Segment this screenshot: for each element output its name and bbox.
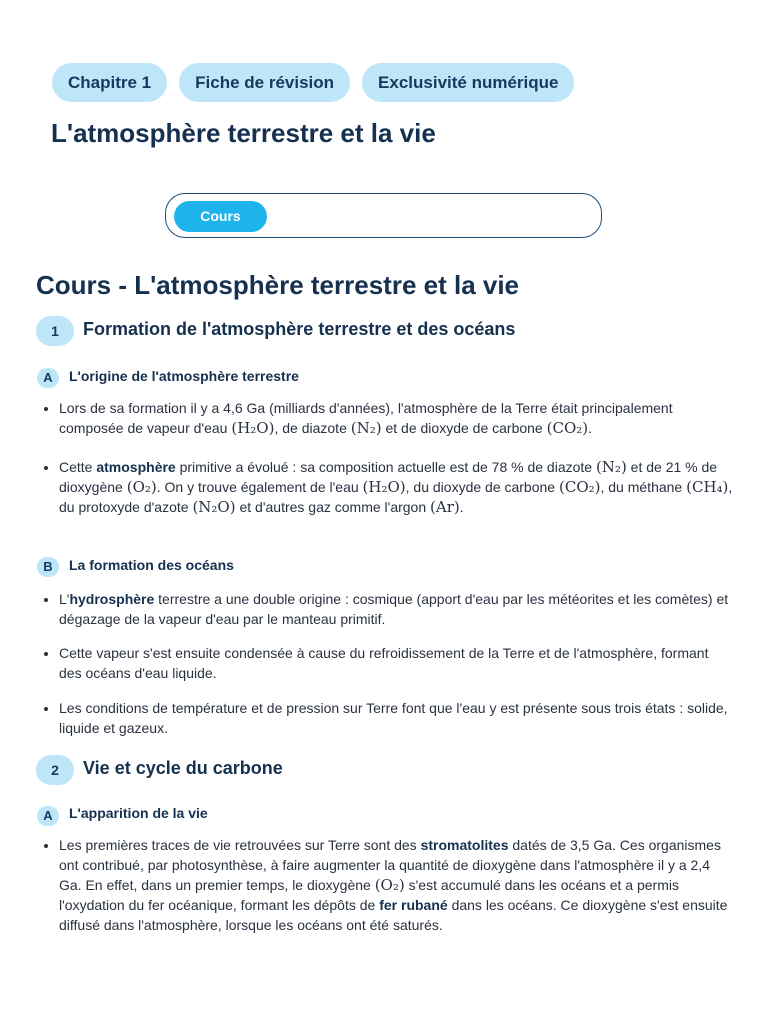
subsection-letter-badge: A (37, 806, 59, 826)
list-item: Lors de sa formation il y a 4,6 Ga (milliards d'années), l'atmosphère de la Terre était principalement composée de vapeur d'eau (H₂O), de diazote (N₂) et de dioxyde de carbone (CO₂). (44, 398, 734, 438)
keyword: atmosphère (96, 459, 176, 475)
subsection-letter-badge: A (37, 368, 59, 388)
page-title: L'atmosphère terrestre et la vie (51, 118, 436, 148)
formula: (N₂) (350, 419, 382, 437)
section-number-badge: 2 (36, 755, 74, 785)
tab-bar (165, 193, 602, 238)
subsection-heading: La formation des océans (69, 557, 234, 573)
subsection-heading: L'origine de l'atmosphère terrestre (69, 368, 299, 384)
formula: (O₂) (126, 478, 157, 496)
formula: (CH₄) (686, 478, 729, 496)
formula: (Ar) (430, 498, 460, 516)
list-item: Les conditions de température et de pression sur Terre font que l'eau y est présente sous trois états : solide, liquide et gazeux. (44, 698, 734, 738)
section-heading: Formation de l'atmosphère terrestre et des océans (83, 319, 516, 339)
list-item: L'hydrosphère terrestre a une double origine : cosmique (apport d'eau par les météorites et les comètes) et dégazage de la vapeur d'eau par le manteau primitif. (44, 589, 734, 629)
section-number-badge: 1 (36, 316, 74, 346)
list-item: Cette atmosphère primitive a évolué : sa composition actuelle est de 78 % de diazote (N₂) et de 21 % de dioxygène (O₂). On y trouve également de l'eau (H₂O), du dioxyde de carbone (CO₂), du méthane (CH₄), du protoxyde d'azote (N₂O) et d'autres gaz comme l'argon (Ar). (44, 457, 734, 517)
keyword: hydrosphère (69, 591, 155, 607)
section-heading: Vie et cycle du carbone (83, 758, 283, 778)
tag-digital-exclusive[interactable]: Exclusivité numérique (362, 63, 574, 102)
list-item: Les premières traces de vie retrouvées sur Terre sont des stromatolites datés de 3,5 Ga. Ces organismes ont contribué, par photosynthèse, à faire augmenter la quantité de dioxygène dans l'atmosphère il y a 2,4 Ga. En effet, dans un premier temps, le dioxygène (O₂) s'est accumulé dans les océans et a permis l'oxydation du fer océanique, formant les dépôts de fer rubané dans les océans. Ce dioxygène s'est ensuite diffusé dans l'atmosphère, lorsque les océans ont été saturés. (44, 835, 734, 935)
subsection-letter-badge: B (37, 557, 59, 577)
formula: (CO₂) (546, 419, 589, 437)
formula: (O₂) (374, 876, 405, 894)
tag-revision-sheet[interactable]: Fiche de révision (179, 63, 350, 102)
formula: (N₂) (595, 458, 627, 476)
subsection-heading: L'apparition de la vie (69, 805, 208, 821)
tag-chapter[interactable]: Chapitre 1 (52, 63, 167, 102)
tag-list (52, 63, 574, 102)
formula: (H₂O) (231, 419, 275, 437)
section-title: Cours - L'atmosphère terrestre et la vie (36, 270, 520, 300)
formula: (H₂O) (362, 478, 406, 496)
formula: (CO₂) (558, 478, 601, 496)
tab-cours[interactable]: Cours (174, 201, 267, 232)
keyword: stromatolites (420, 837, 509, 853)
keyword: fer rubané (379, 897, 448, 913)
formula: (N₂O) (192, 498, 236, 516)
list-item: Cette vapeur s'est ensuite condensée à cause du refroidissement de la Terre et de l'atmosphère, formant des océans d'eau liquide. (44, 643, 734, 683)
